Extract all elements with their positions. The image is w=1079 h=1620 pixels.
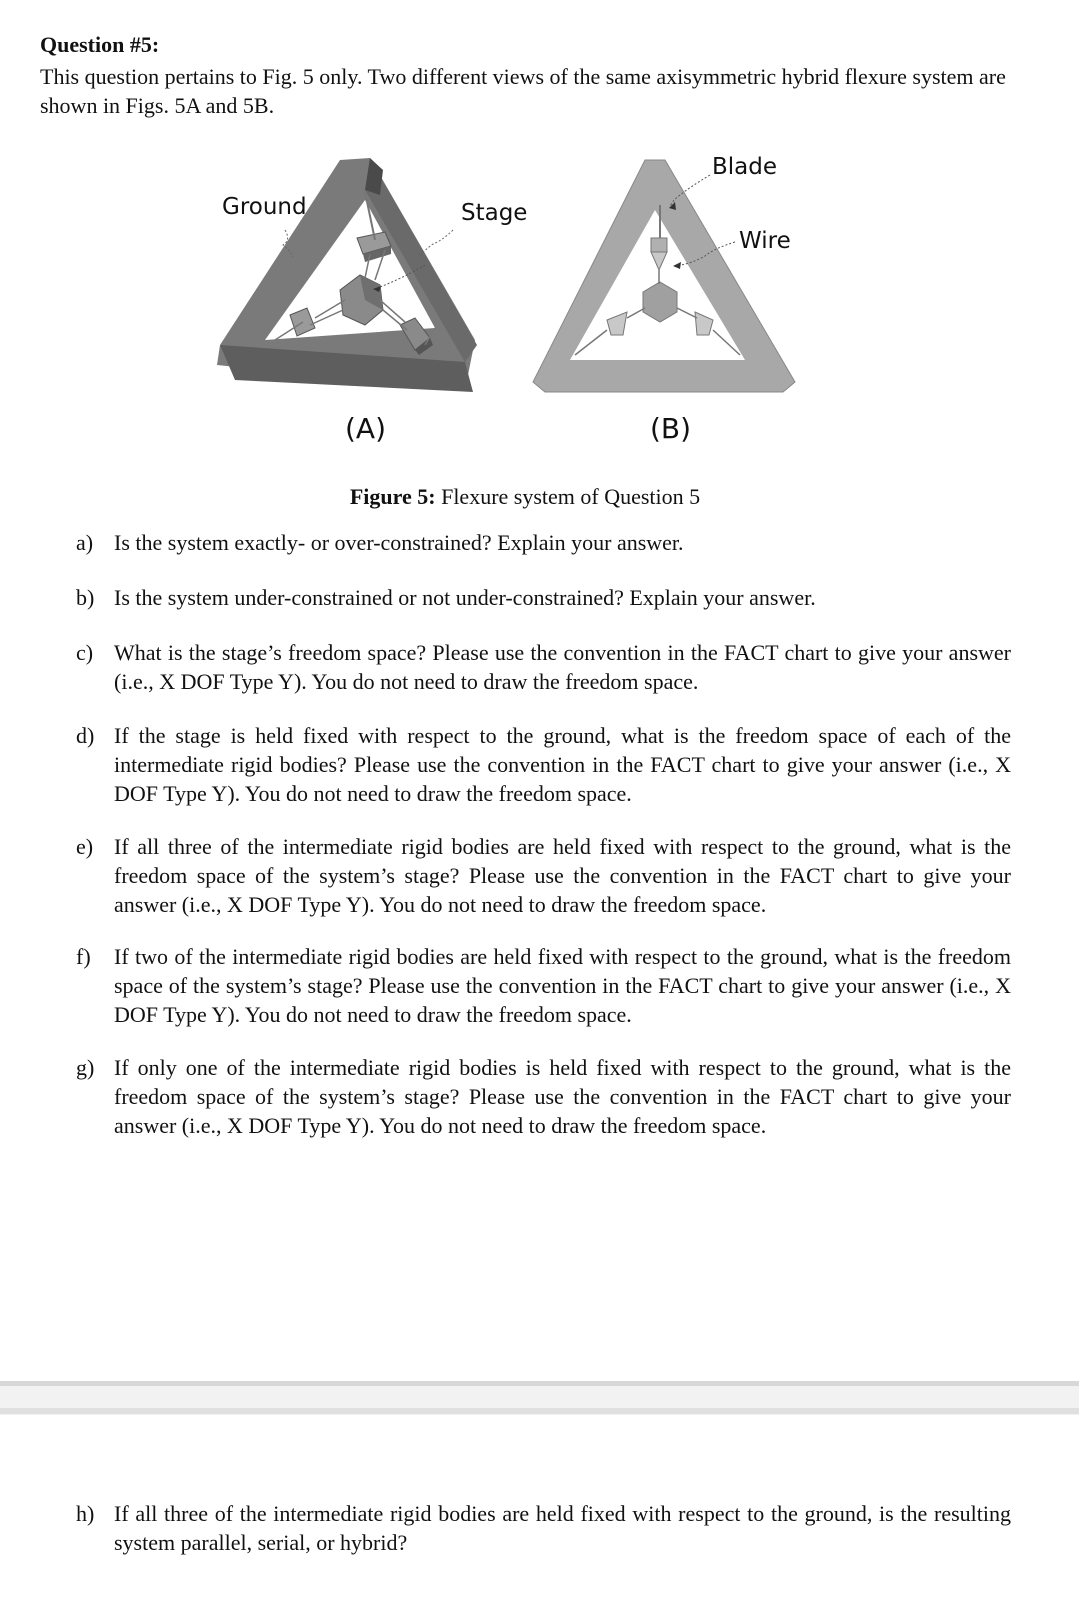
list-item — [76, 1499, 1011, 1557]
label-view-a: (A) — [345, 412, 387, 445]
figure-caption-text: Flexure system of Question 5 — [435, 484, 701, 509]
document-page-2 — [0, 1415, 1079, 1620]
question-intro: This question pertains to Fig. 5 only. Two different views of the same axisymmetric hybrid flexure system are shown in Figs. 5A and 5B. — [40, 64, 1006, 118]
page-break-line-top — [0, 1381, 1079, 1386]
flexure-diagram — [215, 150, 835, 450]
list-item — [76, 528, 1011, 557]
item-text: If only one of the intermediate rigid bodies is held fixed with respect to the ground, what is the freedom space of the system’s stage? Please use the convention in the FACT chart to give your answer (i.e., X DOF Type Y). You do not need to draw the freedom space. — [114, 1055, 1011, 1138]
item-letter: b) — [76, 585, 95, 610]
item-text: If all three of the intermediate rigid bodies are held fixed with respect to the ground, is the resulting system parallel, serial, or hybrid? — [114, 1501, 1011, 1555]
label-ground: Ground — [222, 194, 307, 220]
label-blade: Blade — [712, 154, 778, 180]
label-view-b: (B) — [650, 412, 692, 445]
list-item — [76, 721, 1011, 808]
item-letter: g) — [76, 1055, 95, 1080]
item-letter: e) — [76, 834, 94, 859]
item-text: If two of the intermediate rigid bodies are held fixed with respect to the ground, what is the freedom space of the system’s stage? Please use the convention in the FACT chart to give your answer (i.e., X DOF Type Y). You do not need to draw the freedom space. — [114, 944, 1011, 1027]
item-letter: h) — [76, 1501, 95, 1526]
item-text: If the stage is held fixed with respect to the ground, what is the freedom space of each of the intermediate rigid bodies? Please use the convention in the FACT chart to give your answer (i.e., X DOF Type Y). You do not need to draw the freedom space. — [114, 723, 1011, 806]
item-letter: f) — [76, 944, 91, 969]
list-item — [76, 583, 1011, 612]
figure-caption-label: Figure 5: — [349, 484, 436, 509]
figure-caption — [0, 484, 1050, 510]
item-letter: c) — [76, 640, 94, 665]
list-item — [76, 1053, 1011, 1140]
item-text: Is the system under-constrained or not under-constrained? Explain your answer. — [114, 585, 816, 610]
item-letter: a) — [76, 530, 94, 555]
label-stage: Stage — [461, 200, 528, 226]
figure-5 — [215, 150, 835, 530]
view-b-drawing — [533, 160, 795, 392]
label-wire: Wire — [739, 228, 791, 254]
item-letter: d) — [76, 723, 95, 748]
item-text: What is the stage’s freedom space? Please use the convention in the FACT chart to give your answer (i.e., X DOF Type Y). You do not need to draw the freedom space. — [114, 640, 1011, 694]
item-text: Is the system exactly- or over-constrained? Explain your answer. — [114, 530, 684, 555]
item-text: If all three of the intermediate rigid bodies are held fixed with respect to the ground, what is the freedom space of the system’s stage? Please use the convention in the FACT chart to give your answer (i.e., X DOF Type Y). You do not need to draw the freedom space. — [114, 834, 1011, 917]
list-item — [76, 942, 1011, 1029]
page-break-line-bottom — [0, 1408, 1079, 1414]
list-item — [76, 832, 1011, 919]
list-item — [76, 638, 1011, 696]
question-title: Question #5: — [40, 32, 160, 57]
